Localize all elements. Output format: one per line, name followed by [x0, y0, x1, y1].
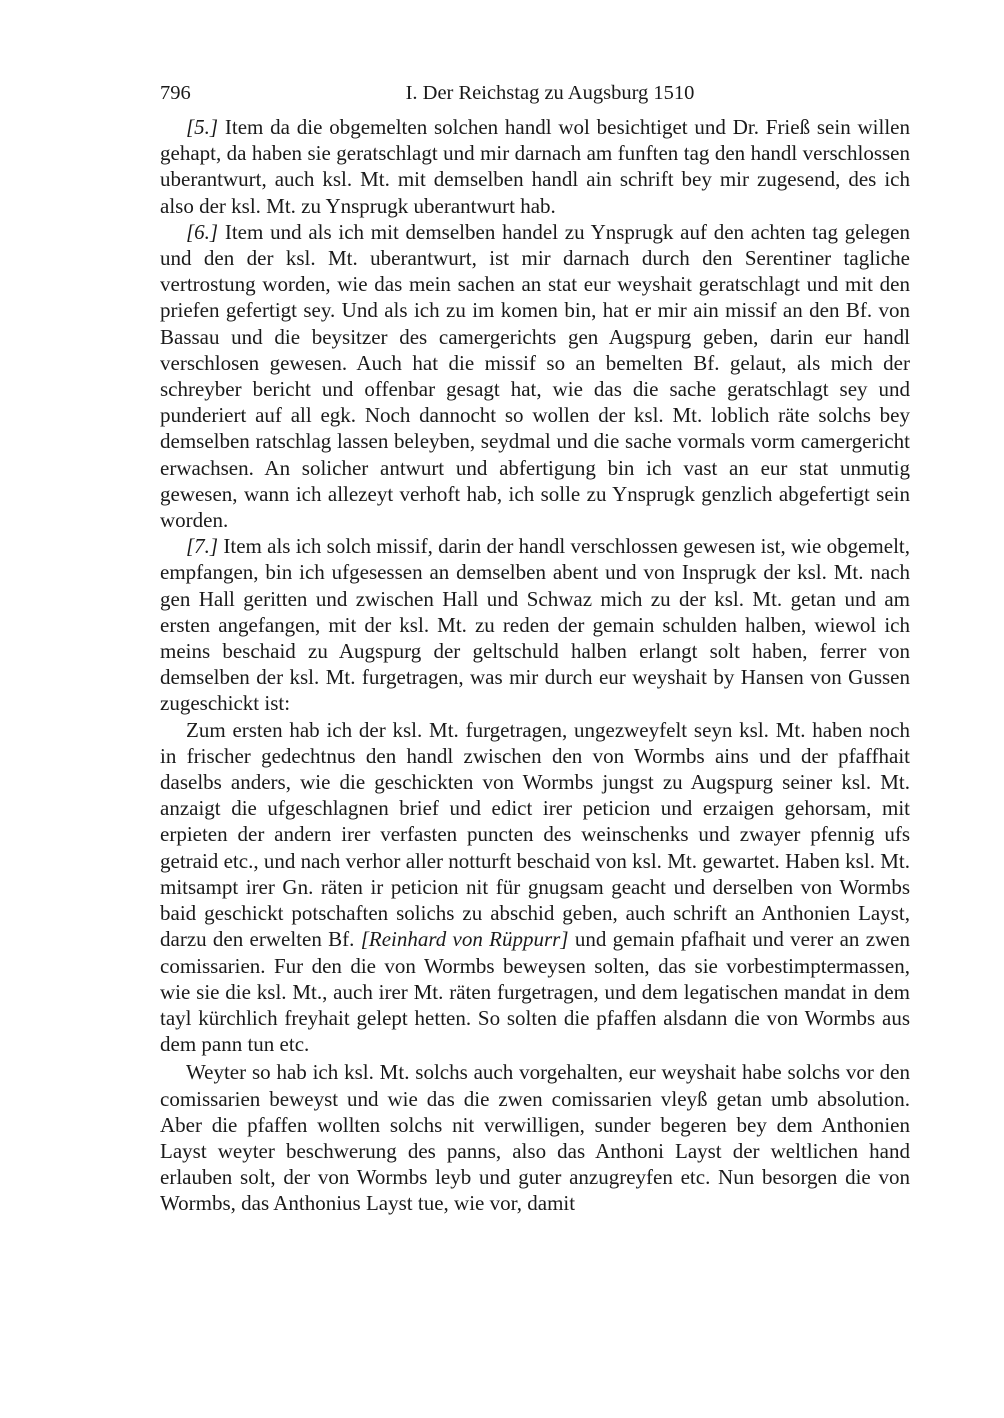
paragraph-text: Item da die obgemelten solchen handl wol besichtiget und Dr. Frieß sein willen gehapt, da haben sie geratschlagt und mir darnach am funften tag den handl verschlossen uberantwurt, auch ksl. Mt. mit demselben handl ain schrift bey mir zugesend, des ich also der ksl. Mt. zu Ynsprugk uberantwurt hab.: [160, 115, 910, 218]
paragraph-text: Weyter so hab ich ksl. Mt. solchs auch vorgehalten, eur weyshait habe solchs vor den comissarien beweyst und wie das die zwen comissarien vleyß getan umb absolution. Aber die pfaffen wollten solchs nit verwilligen, sunder begeren bey dem Anthonien Layst weyter beschwerung des panns, also das Anthoni Layst der weltlichen hand erlauben solt, der von Wormbs leyb und guter anzugreyfen etc. Nun besorgen die von Wormbs, das Anthonius Layst tue, wie vor, damit: [160, 1060, 910, 1216]
section-marker: [5.]: [186, 115, 219, 139]
paragraph-text-continued: und gemain pfafhait und verer an zwen comissarien. Fur den die von Wormbs beweysen solten, das sie vorbestimptermassen, wie sie die ksl. Mt., auch irer Mt. räten furgetragen, und dem legatischen mandat in dem tayl kürchlich freyhait gelept hetten. So solten die pfaffen alsdann die von Wormbs aus dem pann tun etc.: [160, 927, 910, 1057]
running-title: I. Der Reichstag zu Augsburg 1510: [405, 82, 695, 104]
document-page: [160, 78, 910, 1217]
paragraph-7: [160, 533, 910, 716]
paragraph-text: Item und als ich mit demselben handel zu Ynsprugk auf den achten tag gelegen und den der ksl. Mt. uberantwurt, ist mir darnach durch den Serentiner tagliche vertrostung worden, wie das mein sachen an stat eur weyshait geratschlagt und mit den priefen gefertigt sey. Und als ich zu im komen bin, hat er mir ain missif an den Bf. von Bassau und die beysitzer des camergerichts gen Augspurg geben, darin eur handl verschlosen gewesen. Auch hat die missif so an bemelten Bf. gelaut, als mich der schreyber bericht und offenbar gesagt hat, wie das die sache geratschlagt sey und punderiert auf all egk. Noch dannocht so wollen der ksl. Mt. loblich räte solchs bey demselben ratschlag lassen beleyben, seydmal und die sache vormals vorm camergericht erwachsen. An solicher antwurt und abfertigung bin ich vast an eur stat unmutig gewesen, wann ich allezeyt verhoft hab, ich solle zu Ynsprugk genzlich abgefertigt sein worden.: [160, 219, 910, 533]
paragraph-zum-ersten: [160, 717, 910, 1058]
section-marker: [7.]: [186, 534, 219, 559]
paragraph-6: [160, 219, 910, 533]
editorial-note: [Reinhard von Rüppurr]: [360, 927, 569, 952]
page-number: 796: [160, 82, 191, 104]
running-header: [160, 78, 910, 108]
body-text: [160, 114, 910, 1217]
section-marker: [6.]: [186, 219, 219, 244]
paragraph-5: [160, 114, 910, 219]
paragraph-weyter: [160, 1059, 910, 1216]
paragraph-text: Zum ersten hab ich der ksl. Mt. furgetragen, ungezweyfelt seyn ksl. Mt. haben noch in frischer gedechtnus den handl zwischen den von Wormbs ains und der pfaffhait daselbs anders, wie die geschickten von Wormbs jungst zu Augspurg seiner ksl. Mt. anzaigt die ufgeschlagnen brief und edict irer peticion und erzaigen gehorsam, mit erpieten der andern irer verfasten puncten des weinschenks und zwayer pfennig ufs getraid etc., und nach verhor aller notturft beschaid von ksl. Mt. gewartet. Haben ksl. Mt. mitsampt irer Gn. räten ir peticion nit für gnugsam geacht und derselben von Wormbs baid geschickt potschaften solichs zu abschid geben, auch schrift an Anthonien Layst, darzu den erwelten Bf.: [160, 717, 910, 952]
paragraph-text: Item als ich solch missif, darin der handl verschlossen gewesen ist, wie obgemelt, empfangen, bin ich ufgesessen an demselben abent und von Insprugk der ksl. Mt. nach gen Hall geritten und zwischen Hall und Schwaz mich zu der ksl. Mt. getan und am ersten angefangen, mit der ksl. Mt. zu reden der gemain schulden halben, wiewol ich meins beschaid zu Augspurg der geltschuld halben erlangt solt haben, ferrer von demselben der ksl. Mt. furgetragen, was mir durch eur weyshait by Hansen von Gussen zugeschickt ist:: [160, 534, 910, 716]
